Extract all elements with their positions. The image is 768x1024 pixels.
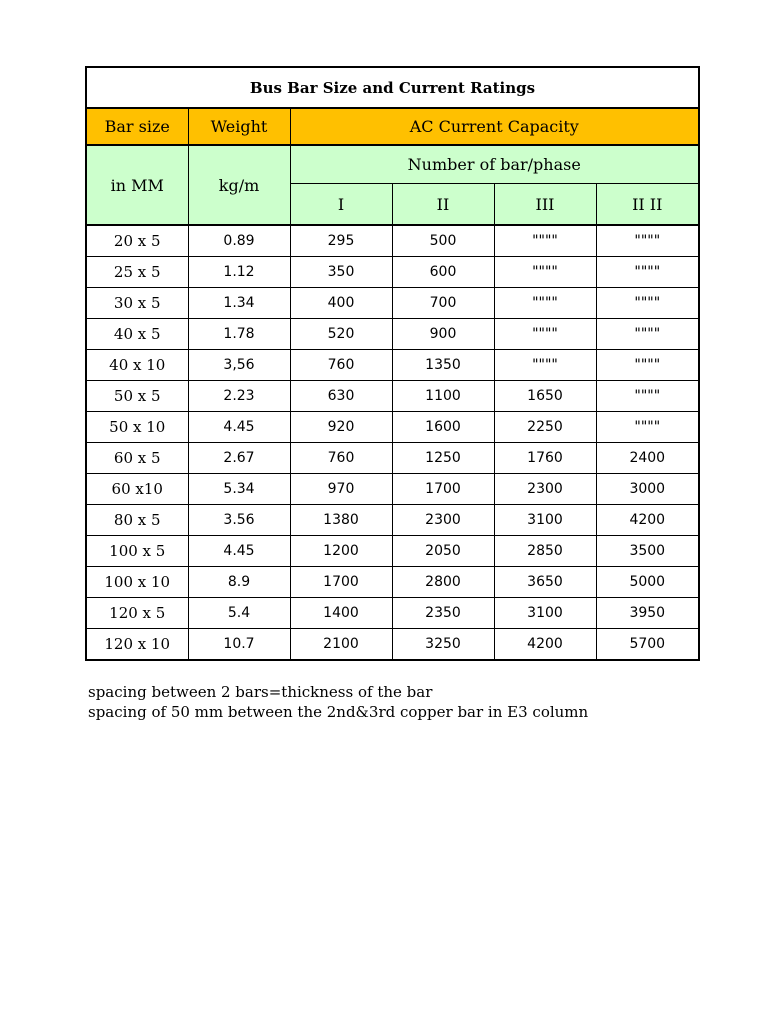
table-cell: """" <box>494 225 596 257</box>
table-cell: 100 x 5 <box>86 536 188 567</box>
table-row <box>86 412 699 443</box>
table-cell: 1200 <box>290 536 392 567</box>
table-cell: 2250 <box>494 412 596 443</box>
table-cell: 2300 <box>494 474 596 505</box>
table-cell: """" <box>494 257 596 288</box>
header-weight-unit: kg/m <box>188 145 290 225</box>
table-cell: 1700 <box>290 567 392 598</box>
table-cell: 1600 <box>392 412 494 443</box>
table-cell: 1400 <box>290 598 392 629</box>
table-cell: 760 <box>290 443 392 474</box>
table-cell: 5000 <box>596 567 699 598</box>
table-cell: 3.56 <box>188 505 290 536</box>
table-cell: 1700 <box>392 474 494 505</box>
table-cell: 3,56 <box>188 350 290 381</box>
table-row <box>86 505 699 536</box>
table-cell: """" <box>494 319 596 350</box>
table-cell: 5.34 <box>188 474 290 505</box>
note-line-2: spacing of 50 mm between the 2nd&3rd copper bar in E3 column <box>88 703 589 721</box>
table-cell: 40 x 10 <box>86 350 188 381</box>
table-cell: 3650 <box>494 567 596 598</box>
header-ac-capacity: AC Current Capacity <box>290 108 699 145</box>
table-cell: 1350 <box>392 350 494 381</box>
table-cell: 3250 <box>392 629 494 661</box>
table-cell: 600 <box>392 257 494 288</box>
table-row <box>86 629 699 661</box>
table-cell: 4.45 <box>188 412 290 443</box>
table-cell: """" <box>494 350 596 381</box>
table-row <box>86 567 699 598</box>
table-cell: 0.89 <box>188 225 290 257</box>
table-row <box>86 598 699 629</box>
table-cell: 500 <box>392 225 494 257</box>
table-cell: 120 x 10 <box>86 629 188 661</box>
table-cell: 2.23 <box>188 381 290 412</box>
table-cell: 630 <box>290 381 392 412</box>
header-col-2: II <box>392 184 494 226</box>
header-col-1: I <box>290 184 392 226</box>
table-cell: 520 <box>290 319 392 350</box>
bus-bar-table <box>85 66 700 661</box>
table-cell: 295 <box>290 225 392 257</box>
table-cell: 3100 <box>494 505 596 536</box>
table-cell: 970 <box>290 474 392 505</box>
table-cell: 60 x10 <box>86 474 188 505</box>
table-cell: 5700 <box>596 629 699 661</box>
table-cell: 120 x 5 <box>86 598 188 629</box>
table-cell: """" <box>596 225 699 257</box>
header-weight: Weight <box>188 108 290 145</box>
table-cell: """" <box>596 257 699 288</box>
table-cell: """" <box>596 412 699 443</box>
table-cell: 30 x 5 <box>86 288 188 319</box>
table-cell: 10.7 <box>188 629 290 661</box>
table-row <box>86 536 699 567</box>
table-cell: 60 x 5 <box>86 443 188 474</box>
note-line-1: spacing between 2 bars=thickness of the bar <box>88 683 433 701</box>
table-cell: 400 <box>290 288 392 319</box>
table-cell: 1.34 <box>188 288 290 319</box>
table-row <box>86 319 699 350</box>
header-bar-unit: in MM <box>86 145 188 225</box>
table-row <box>86 257 699 288</box>
table-cell: 4200 <box>596 505 699 536</box>
table-cell: 1.12 <box>188 257 290 288</box>
table-cell: """" <box>494 288 596 319</box>
table-cell: 100 x 10 <box>86 567 188 598</box>
table-cell: """" <box>596 381 699 412</box>
table-cell: 8.9 <box>188 567 290 598</box>
table-cell: 2800 <box>392 567 494 598</box>
table-cell: 2350 <box>392 598 494 629</box>
table-cell: 1650 <box>494 381 596 412</box>
table-cell: """" <box>596 288 699 319</box>
table-row <box>86 474 699 505</box>
table-cell: 2.67 <box>188 443 290 474</box>
table-row <box>86 225 699 257</box>
table-title: Bus Bar Size and Current Ratings <box>86 67 699 108</box>
table-cell: 3000 <box>596 474 699 505</box>
notes <box>88 682 588 722</box>
header-col-3: III <box>494 184 596 226</box>
table-cell: 760 <box>290 350 392 381</box>
table-cell: 900 <box>392 319 494 350</box>
table-cell: 50 x 5 <box>86 381 188 412</box>
table-cell: 2300 <box>392 505 494 536</box>
table-cell: 1100 <box>392 381 494 412</box>
table-cell: 25 x 5 <box>86 257 188 288</box>
table-row <box>86 288 699 319</box>
table-cell: 50 x 10 <box>86 412 188 443</box>
table-row <box>86 381 699 412</box>
table-cell: 2050 <box>392 536 494 567</box>
table-cell: 5.4 <box>188 598 290 629</box>
table-cell: 2850 <box>494 536 596 567</box>
table-cell: 3100 <box>494 598 596 629</box>
table-cell: 350 <box>290 257 392 288</box>
table-cell: """" <box>596 350 699 381</box>
header-bars-per-phase: Number of bar/phase <box>290 145 699 184</box>
table-cell: 2100 <box>290 629 392 661</box>
table-cell: 3500 <box>596 536 699 567</box>
header-bar-size: Bar size <box>86 108 188 145</box>
table-cell: """" <box>596 319 699 350</box>
table-cell: 3950 <box>596 598 699 629</box>
table-cell: 700 <box>392 288 494 319</box>
table-cell: 20 x 5 <box>86 225 188 257</box>
table-cell: 920 <box>290 412 392 443</box>
table-row <box>86 350 699 381</box>
table-cell: 4.45 <box>188 536 290 567</box>
table-row <box>86 443 699 474</box>
table-cell: 1380 <box>290 505 392 536</box>
table-cell: 2400 <box>596 443 699 474</box>
table-cell: 40 x 5 <box>86 319 188 350</box>
table-cell: 1.78 <box>188 319 290 350</box>
table-cell: 1760 <box>494 443 596 474</box>
table-cell: 80 x 5 <box>86 505 188 536</box>
table-cell: 1250 <box>392 443 494 474</box>
header-col-4: II II <box>596 184 699 226</box>
table-cell: 4200 <box>494 629 596 661</box>
